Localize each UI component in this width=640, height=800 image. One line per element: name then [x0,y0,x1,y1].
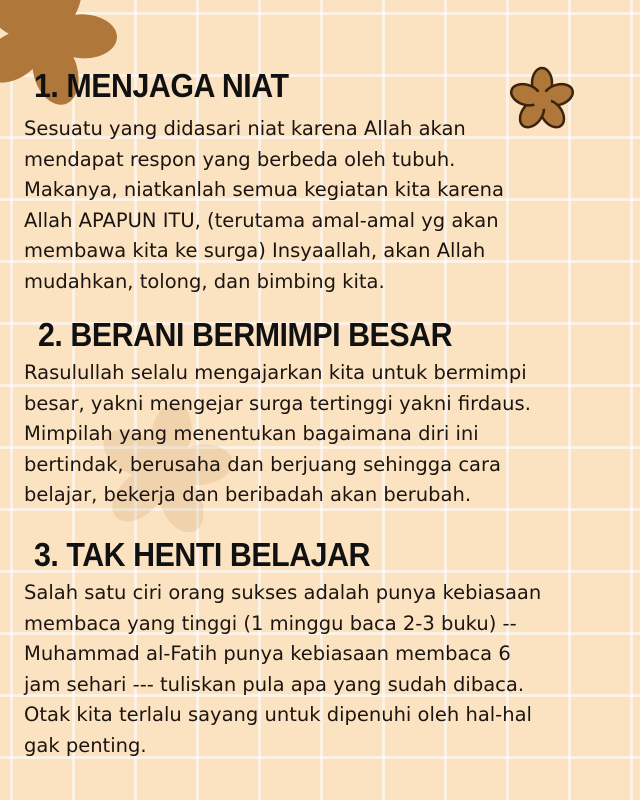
section-body: Sesuatu yang didasari niat karena Allah akan mendapat respon yang berbeda oleh tubuh. Makanya, niatkanlah semua kegiatan kita karena Allah APAPUN ITU, (terutama amal-amal yg akan membawa kita ke surga) Insyaallah, akan Allah mudahkan, tolong, dan bimbing kita. [24,117,504,293]
section-body: Salah satu ciri orang sukses adalah punya kebiasaan membaca yang tinggi (1 minggu baca 2-3 buku) -- Muhammad al-Fatih punya kebiasaan membaca 6 jam sehari --- tuliskan pula apa yang sudah dibaca. Otak kita terlalu sayang untuk dipenuhi oleh hal-hal gak penting. [24,581,542,757]
section-heading: 1. MENJAGA NIAT [34,67,289,104]
section-heading: 3. TAK HENTI BELAJAR [34,536,371,573]
section-heading: 2. BERANI BERMIMPI BESAR [38,316,453,353]
section-body: Rasulullah selalu mengajarkan kita untuk bermimpi besar, yakni mengejar surga tertinggi yakni firdaus. Mimpilah yang menentukan bagaimana diri ini bertindak, berusaha dan berjuang sehingga cara belajar, bekerja dan beribadah akan berubah. [24,361,531,506]
